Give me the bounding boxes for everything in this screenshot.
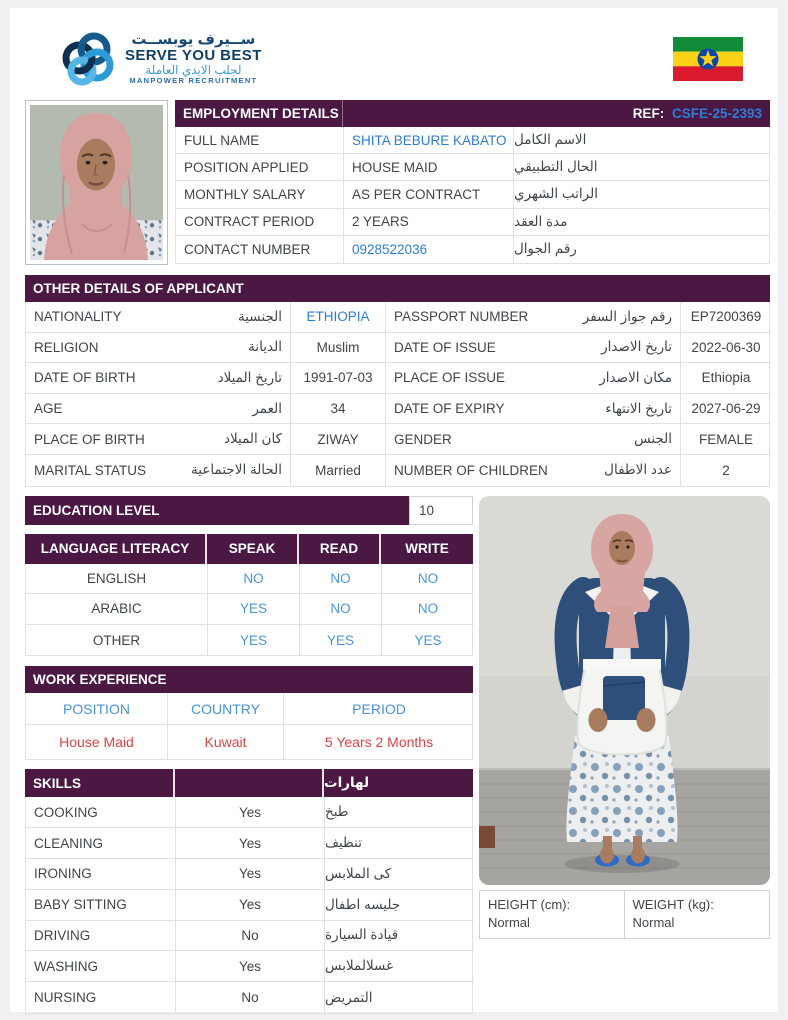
field-label: CONTACT NUMBER — [176, 236, 344, 263]
field-value: 2022-06-30 — [681, 333, 771, 364]
skill-label: DRIVING — [26, 921, 176, 952]
ethiopia-flag-icon — [673, 37, 743, 81]
logo-arabic-subtitle: لجلب الايدي العاملة — [145, 63, 242, 78]
field-label: MARITAL STATUS — [34, 462, 147, 478]
skill-label: IRONING — [26, 859, 176, 890]
field-label: CONTRACT PERIOD — [176, 209, 344, 236]
logo-arabic-title: ســيرف يوبســت — [131, 30, 256, 48]
education-level — [25, 496, 473, 525]
skill-label: COOKING — [26, 797, 176, 828]
column-header: COUNTRY — [168, 693, 284, 724]
field-label-arabic: العمر — [252, 400, 282, 416]
field-value: 34 — [291, 394, 386, 425]
height-cell — [480, 891, 625, 938]
field-label-arabic: رقم الجوال — [514, 241, 577, 257]
field-label: AGE — [34, 401, 63, 417]
field-label: DATE OF EXPIRY — [394, 401, 505, 417]
experience-period: 5 Years 2 Months — [324, 734, 434, 751]
skill-label-arabic: التمريض — [325, 989, 373, 1005]
field-label-arabic: الديانة — [248, 339, 282, 355]
field-pair — [386, 424, 681, 455]
write-value: NO — [382, 594, 474, 625]
speak-value: YES — [208, 594, 300, 625]
employment-table — [175, 100, 770, 265]
field-value[interactable]: ETHIOPIA — [291, 302, 386, 333]
speak-value: YES — [208, 625, 300, 656]
skills-header — [25, 769, 473, 797]
field-value: ZIWAY — [291, 424, 386, 455]
field-value[interactable]: 0928522036 — [344, 236, 514, 263]
skill-label: BABY SITTING — [26, 890, 176, 921]
skill-value: Yes — [176, 859, 325, 890]
field-value: 2 YEARS — [344, 209, 514, 236]
skill-value: No — [176, 982, 325, 1013]
other-details-header: OTHER DETAILS OF APPLICANT — [25, 275, 770, 302]
language-literacy-table — [25, 564, 473, 657]
other-details-table — [25, 302, 770, 487]
skill-value: Yes — [176, 951, 325, 982]
speak-value: NO — [208, 564, 300, 595]
skill-value: No — [176, 921, 325, 952]
field-label-arabic: الراتب الشهري — [514, 181, 769, 208]
skill-label-arabic: كى الملابس — [325, 859, 474, 890]
field-label-arabic: تاريخ الاصدار — [601, 339, 672, 355]
logo-knot-icon — [60, 30, 118, 88]
column-header: PERIOD — [352, 700, 406, 717]
field-label-arabic: الجنس — [634, 431, 672, 447]
field-label-arabic: الاسم الكامل — [514, 127, 769, 154]
write-value: NO — [382, 564, 474, 595]
field-label-arabic: تاريخ الميلاد — [217, 369, 282, 385]
field-value: AS PER CONTRACT — [344, 181, 514, 208]
field-value: 1991-07-03 — [291, 363, 386, 394]
field-value: 2027-06-29 — [681, 394, 771, 425]
language-literacy-header — [25, 534, 473, 564]
field-label: PLACE OF BIRTH — [34, 431, 145, 447]
field-pair — [26, 424, 291, 455]
field-label-arabic: مدة العقد — [514, 209, 769, 236]
empty-header-cell — [175, 769, 324, 797]
field-label: DATE OF ISSUE — [394, 339, 496, 355]
write-value: YES — [414, 632, 442, 648]
field-label-arabic: كان الميلاد — [223, 431, 282, 447]
skill-label-arabic: جليسه اطفال — [325, 890, 474, 921]
skill-label-arabic: غسلالملابس — [325, 951, 474, 982]
read-value: NO — [300, 564, 382, 595]
language-name: ARABIC — [26, 594, 208, 625]
field-pair — [386, 455, 681, 486]
height-label: HEIGHT (cm): — [488, 896, 571, 912]
skill-label: WASHING — [26, 951, 176, 982]
field-label-arabic: تاريخ الانتهاء — [605, 400, 672, 416]
column-header: READ — [299, 534, 381, 564]
logo-text — [125, 32, 262, 85]
section-title: SKILLS — [25, 769, 175, 797]
experience-country: Kuwait — [168, 725, 284, 759]
field-label: PASSPORT NUMBER — [394, 309, 529, 325]
weight-cell — [625, 891, 770, 938]
logo-title: SERVE YOU BEST — [125, 46, 262, 64]
field-pair — [26, 394, 291, 425]
language-name: ENGLISH — [26, 564, 208, 595]
field-value: HOUSE MAID — [344, 154, 514, 181]
skills-table — [25, 797, 473, 1014]
field-label: DATE OF BIRTH — [34, 370, 136, 386]
skill-value: Yes — [176, 828, 325, 859]
field-value: 2 — [722, 462, 730, 478]
weight-label: WEIGHT (kg): — [632, 896, 714, 912]
column-header: SPEAK — [207, 534, 299, 564]
weight-value: Normal — [632, 914, 675, 930]
field-label-arabic: الحال التطبيقي — [514, 154, 769, 181]
skill-value: Yes — [176, 890, 325, 921]
column-header: POSITION — [26, 693, 168, 724]
work-experience-header: WORK EXPERIENCE — [25, 666, 473, 693]
field-pair — [386, 333, 681, 364]
column-header: LANGUAGE LITERACY — [25, 534, 207, 564]
language-name: OTHER — [26, 625, 208, 656]
field-label: RELIGION — [34, 339, 99, 355]
field-label-arabic: عدد الاطفال — [604, 462, 672, 478]
read-value: NO — [300, 594, 382, 625]
field-pair — [386, 363, 681, 394]
height-value: Normal — [488, 914, 530, 930]
field-pair — [386, 302, 681, 333]
education-level-value: 10 — [409, 496, 473, 525]
field-pair — [26, 455, 291, 486]
field-pair — [26, 333, 291, 364]
cv-page — [10, 8, 778, 1012]
height-weight-table — [479, 890, 770, 939]
work-experience-columns — [25, 693, 473, 725]
logo-subtitle: MANPOWER RECRUITMENT — [129, 76, 258, 86]
field-pair — [386, 394, 681, 425]
field-value: EP7200369 — [681, 302, 771, 333]
applicant-portrait-photo[interactable] — [25, 100, 168, 265]
field-label: NATIONALITY — [34, 309, 122, 325]
field-label-arabic: رقم جواز السفر — [582, 308, 672, 324]
education-level-title: EDUCATION LEVEL — [25, 496, 409, 525]
field-label: NUMBER OF CHILDREN — [394, 462, 548, 478]
ref-value[interactable]: CSFE-25-2393 — [671, 106, 762, 121]
field-label-arabic: الجنسية — [237, 308, 282, 324]
work-experience-row — [25, 725, 473, 760]
skill-label: CLEANING — [26, 828, 176, 859]
applicant-fullbody-photo[interactable] — [479, 496, 770, 885]
field-value: FEMALE — [681, 424, 771, 455]
column-header: WRITE — [381, 534, 473, 564]
ref-label: REF: — [632, 106, 665, 121]
skill-value: Yes — [176, 797, 325, 828]
skill-label-arabic: قيادة السيارة — [325, 921, 474, 952]
field-label: FULL NAME — [176, 127, 344, 154]
field-label: MONTHLY SALARY — [176, 181, 344, 208]
field-value: Muslim — [291, 333, 386, 364]
skill-label-arabic: تنظيف — [325, 828, 474, 859]
field-label-arabic: الحالة الاجتماعية — [191, 462, 282, 478]
field-label: PLACE OF ISSUE — [394, 370, 506, 386]
field-label: POSITION APPLIED — [176, 154, 344, 181]
reference-number — [343, 100, 770, 127]
field-label: GENDER — [394, 431, 452, 447]
field-value[interactable]: SHITA BEBURE KABATO — [344, 127, 514, 154]
field-label-arabic: مكان الاصدار — [599, 369, 672, 385]
employment-header — [175, 100, 770, 127]
skill-label-arabic: طبخ — [325, 797, 474, 828]
field-pair — [26, 363, 291, 394]
skill-label: NURSING — [26, 982, 176, 1013]
field-pair — [26, 302, 291, 333]
experience-position: House Maid — [26, 725, 168, 759]
header — [25, 27, 770, 90]
field-value: Married — [291, 455, 386, 486]
agency-logo — [60, 30, 262, 88]
skills-title-arabic: لهارات — [324, 769, 473, 797]
read-value: YES — [300, 625, 382, 656]
section-title: EMPLOYMENT DETAILS — [175, 100, 343, 127]
field-value: Ethiopia — [681, 363, 771, 394]
